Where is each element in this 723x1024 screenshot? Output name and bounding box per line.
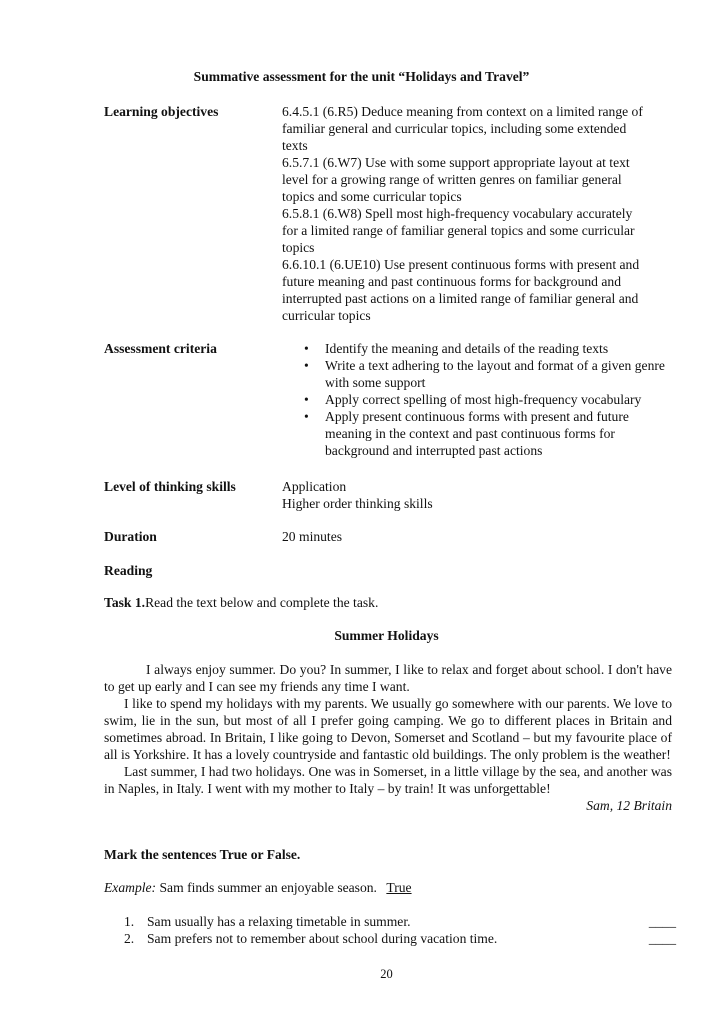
- learning-objectives-label: Learning objectives: [104, 104, 219, 119]
- true-false-item: [104, 930, 676, 947]
- true-false-heading: Mark the sentences True or False.: [104, 847, 301, 862]
- objective-line: topics and some curricular topics: [282, 189, 462, 204]
- answer-blank[interactable]: ____: [648, 914, 676, 929]
- reading-text-title: Summer Holidays: [334, 628, 439, 643]
- objective-line: topics: [282, 240, 315, 255]
- thinking-skills-label: Level of thinking skills: [104, 479, 236, 494]
- objective-line: level for a growing range of written genres on familiar general: [282, 172, 622, 187]
- author-signature: Sam, 12 Britain: [586, 798, 672, 813]
- objective-line: texts: [282, 138, 308, 153]
- objective-line: 6.5.8.1 (6.W8) Spell most high-frequency vocabulary accurately: [282, 206, 633, 221]
- example-text: Sam finds summer an enjoyable season.: [159, 880, 377, 895]
- learning-objectives-text: [282, 103, 677, 324]
- item-text: Sam prefers not to remember about school during vacation time.: [147, 931, 498, 946]
- example-answer: True: [386, 880, 412, 895]
- page-number: 20: [380, 967, 393, 981]
- item-number: 1.: [124, 914, 135, 929]
- assessment-criteria-list: [282, 340, 677, 459]
- reading-heading: Reading: [104, 563, 153, 578]
- assessment-criteria-label: Assessment criteria: [104, 341, 217, 356]
- criteria-item-text: Identify the meaning and details of the reading texts: [325, 341, 609, 356]
- criteria-item: [282, 357, 677, 391]
- criteria-item: [282, 391, 677, 408]
- duration-value: 20 minutes: [282, 529, 343, 544]
- item-number: 2.: [124, 931, 135, 946]
- item-text: Sam usually has a relaxing timetable in summer.: [147, 914, 411, 929]
- criteria-item: [282, 408, 677, 459]
- thinking-skill: Application: [282, 479, 347, 494]
- objective-line: future meaning and past continuous forms for background and: [282, 274, 622, 289]
- objective-line: familiar general and curricular topics, including some extended: [282, 121, 627, 136]
- bullet-icon: •: [304, 392, 309, 407]
- reading-paragraph: Last summer, I had two holidays. One was in Somerset, in a little village by the sea, and another was in Naples, in Italy. I went with my mother to Italy – by train! It was unforgettable!: [104, 764, 672, 796]
- criteria-item-text: Write a text adhering to the layout and format of a given genre with some support: [325, 358, 665, 390]
- objective-line: for a limited range of familiar general topics and some curricular: [282, 223, 635, 238]
- reading-text: [104, 661, 672, 814]
- objective-line: curricular topics: [282, 308, 371, 323]
- bullet-icon: •: [304, 358, 309, 373]
- criteria-item-text: Apply present continuous forms with present and future meaning in the context and past continuous forms for background and interrupted past actions: [325, 409, 629, 458]
- criteria-item: [282, 340, 677, 357]
- page-title: Summative assessment for the unit “Holidays and Travel”: [193, 69, 530, 84]
- answer-blank[interactable]: ____: [648, 931, 676, 946]
- criteria-item-text: Apply correct spelling of most high-frequency vocabulary: [325, 392, 642, 407]
- true-false-item: [104, 913, 676, 930]
- reading-paragraph: I like to spend my holidays with my parents. We usually go somewhere with our parents. We love to swim, lie in the sun, but most of all I prefer going camping. We go to different places in Britain and sometimes abroad. In Britain, I like going to Devon, Somerset and Scotland – but my favourite place of all is Yorkshire. It has a lovely countryside and fantastic old buildings. The only problem is the weather!: [104, 696, 672, 762]
- true-false-list: [104, 913, 676, 947]
- reading-paragraph: I always enjoy summer. Do you? In summer, I like to relax and forget about school. I don't have to get up early and I can see my friends any time I want.: [104, 662, 672, 694]
- objective-line: 6.6.10.1 (6.UE10) Use present continuous forms with present and: [282, 257, 640, 272]
- thinking-skills-values: [282, 478, 677, 512]
- task-label: Task 1.: [104, 595, 146, 610]
- objective-line: 6.5.7.1 (6.W7) Use with some support appropriate layout at text: [282, 155, 630, 170]
- thinking-skill: Higher order thinking skills: [282, 496, 433, 511]
- task-text: Read the text below and complete the task.: [145, 595, 379, 610]
- bullet-icon: •: [304, 409, 309, 424]
- objective-line: interrupted past actions on a limited range of familiar general and: [282, 291, 639, 306]
- duration-label: Duration: [104, 529, 157, 544]
- bullet-icon: •: [304, 341, 309, 356]
- objective-line: 6.4.5.1 (6.R5) Deduce meaning from context on a limited range of: [282, 104, 643, 119]
- example-label: Example:: [104, 880, 157, 895]
- example-line: [104, 879, 412, 896]
- task-instruction: [104, 594, 378, 611]
